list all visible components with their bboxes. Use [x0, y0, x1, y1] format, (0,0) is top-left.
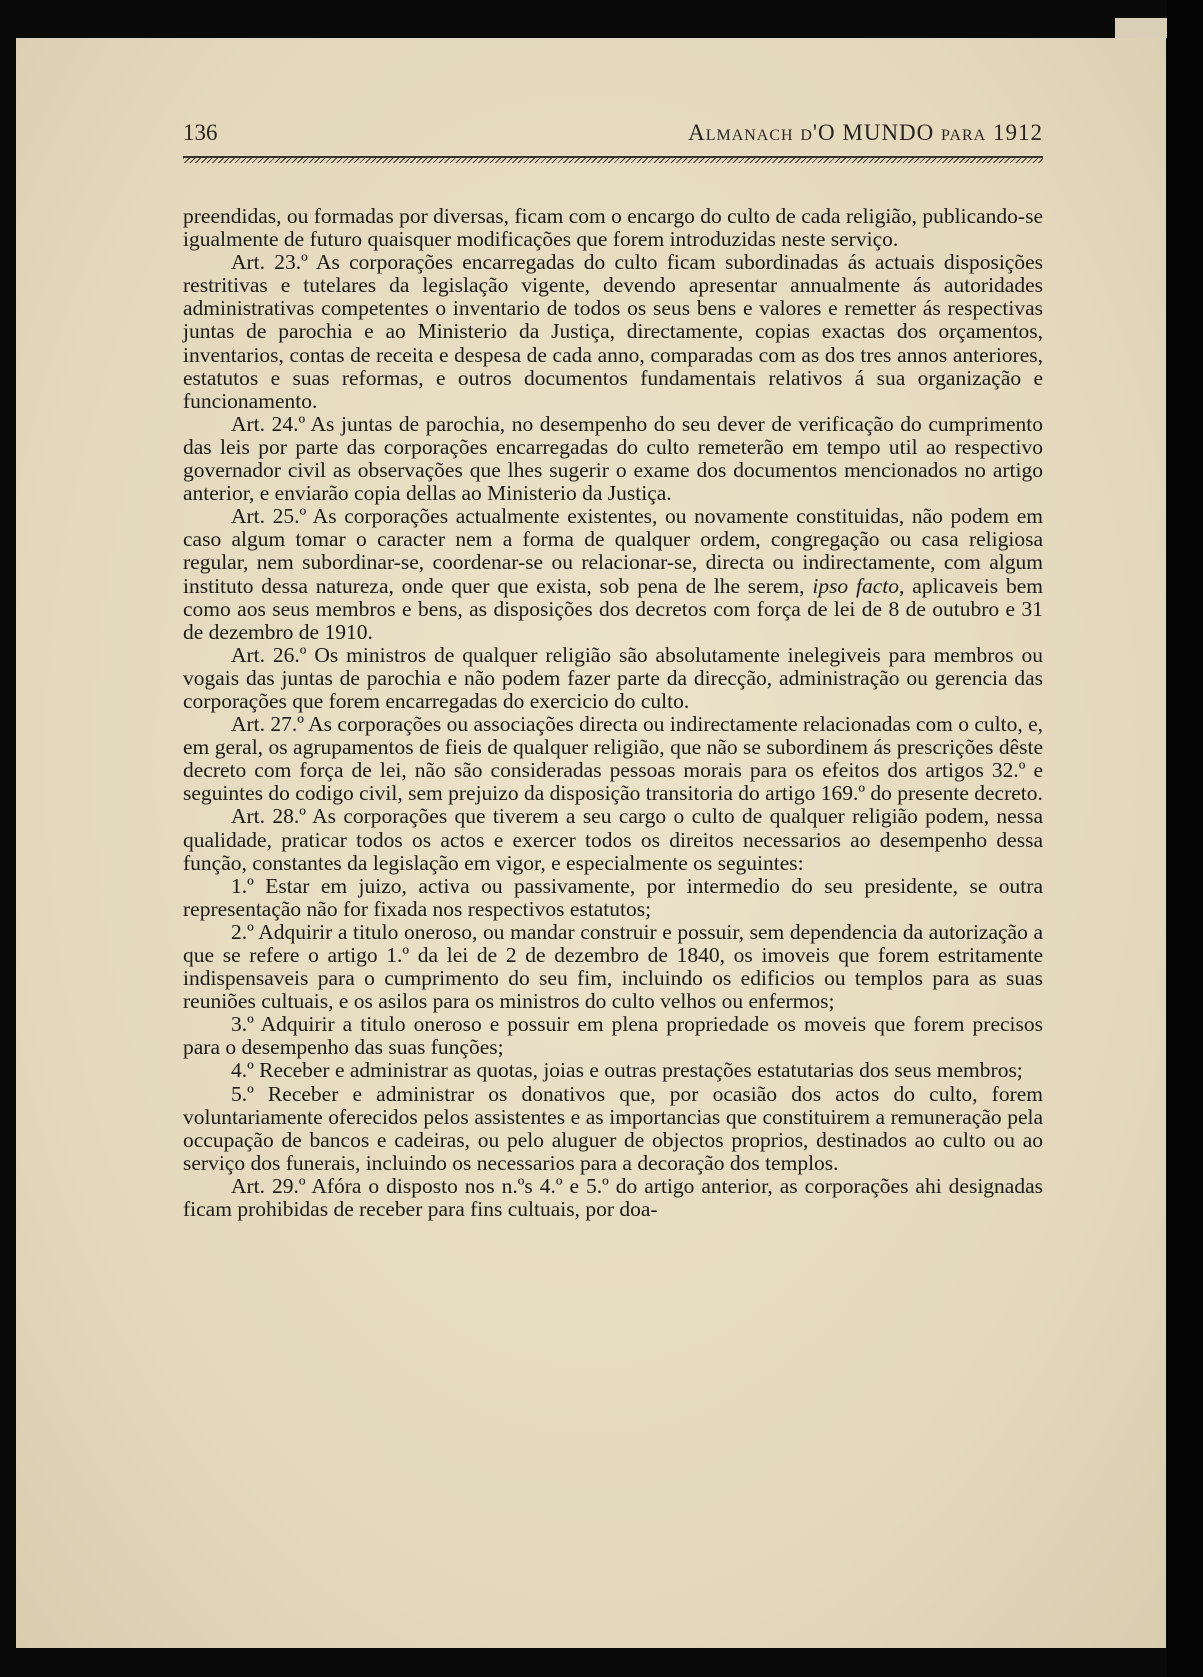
article-text [183, 205, 1043, 1221]
paragraph-art-28: Art. 28.º As corporações que tiverem a seu cargo o culto de qualquer religião podem, nessa qualidade, praticar todos os actos e exercer todos os direitos necessarios ao desempenho dessa função, constantes da legislação em vigor, e especialmente os seguintes: [183, 804, 1043, 875]
paragraph-art-29: Art. 29.º Afóra o disposto nos n.ºs 4.º e 5.º do artigo anterior, as corporações ahi designadas ficam prohibidas de receber para fins cultuais, por doa- [183, 1173, 1043, 1222]
page-header [183, 120, 1043, 160]
list-item-5: 5.º Receber e administrar os donativos que, por ocasião dos actos do culto, forem voluntariamente oferecidos pelos assistentes e as importancias que constituirem a remuneração pela occupação de bancos e cadeiras, ou pelo aluguer de objectos proprios, destinados ao culto ou ao serviço dos funerais, incluindo os necessarios para a decoração dos templos. [183, 1081, 1043, 1175]
page-tab [1115, 18, 1170, 38]
italic-phrase: ipso facto, [812, 573, 905, 598]
paragraph-text: Art. 25.º As corporações actualmente existentes, ou novamente constituidas, não podem em caso algum tomar o caracter nem a forma de qualquer ordem, congregação ou casa religiosa regular, nem subordinar-se, coordenar-se ou relacionar-se, directa ou indirectamente, com algum instituto dessa natureza, onde quer que exista, sob pena de lhe serem, [183, 504, 1043, 598]
paragraph-art-25 [183, 505, 1043, 644]
paragraph-text: aplicaveis bem como aos seus membros e bens, as disposições dos decretos com força de lei de 8 de outubro e 31 de dezembro de 1910. [183, 573, 1043, 644]
list-item-3: 3.º Adquirir a titulo oneroso e possuir em plena propriedade os moveis que forem precisos para o desempenho das suas funções; [183, 1012, 1043, 1060]
page-number: 136 [183, 120, 218, 145]
list-item-2: 2.º Adquirir a titulo oneroso, ou mandar construir e possuir, sem dependencia da autorização a que se refere o artigo 1.º da lei de 2 de dezembro de 1840, os imoveis que forem estritamente indispensaveis para o cumprimento do seu fim, incluindo os edificios ou templos para as suas reuniões cultuais, e os asilos para os ministros do culto velhos ou enfermos; [183, 919, 1043, 1014]
running-title: Almanach d'O MUNDO para 1912 [688, 120, 1043, 145]
paragraph-art-23: Art. 23.º As corporações encarregadas do culto ficam subordinadas ás actuais disposições restritivas e tutelares da legislação vigente, devendo apresentar annualmente ás autoridades administrativas competentes o inventario de todos os seus bens e valores e remetter ás respectivas juntas de parochia e ao Ministerio da Justiça, directamente, copias exactas dos orçamentos, inventarios, contas de receita e despesa de cada anno, comparadas com as dos tres annos anteriores, estatutos e suas reformas, e outros documentos fundamentais relativos á sua organização e funcionamento. [183, 250, 1043, 413]
scan-edge [1167, 0, 1203, 1677]
paragraph-art-24: Art. 24.º As juntas de parochia, no desempenho do seu dever de verificação do cumprimento das leis por parte das corporações encarregadas do culto remeterão em tempo util ao respectivo governador civil as observações que lhes sugerir o exame dos documentos mencionados no artigo anterior, e enviarão copia dellas ao Ministerio da Justiça. [183, 411, 1043, 506]
paragraph-art-26: Art. 26.º Os ministros de qualquer religião são absolutamente inelegiveis para membros ou vogais das juntas de parochia e não podem fazer parte da direcção, administração ou gerencia das corporações que forem encarregadas do exercicio do culto. [183, 642, 1043, 713]
paragraph-art-27: Art. 27.º As corporações ou associações directa ou indirectamente relacionadas com o culto, e, em geral, os agrupamentos de fieis de qualquer religião, que não se subordinem ás prescrições dêste decreto com força de lei, não são consideradas pessoas morais para os efeitos dos artigos 32.º e seguintes do codigo civil, sem prejuizo da disposição transitoria do artigo 169.º do presente decreto. [183, 712, 1044, 806]
paragraph: preendidas, ou formadas por diversas, ficam com o encargo do culto de cada religião, publicando-se igualmente de futuro quaisquer modificações que forem introduzidas neste serviço. [183, 204, 1043, 252]
list-item-4: 4.º Receber e administrar as quotas, joias e outras prestações estatutarias dos seus membros; [231, 1058, 1023, 1083]
list-item-1: 1.º Estar em juizo, activa ou passivamente, por intermedio do seu presidente, se outra representação não for fixada nos respectivos estatutos; [183, 873, 1043, 921]
header-rule [183, 156, 1043, 163]
